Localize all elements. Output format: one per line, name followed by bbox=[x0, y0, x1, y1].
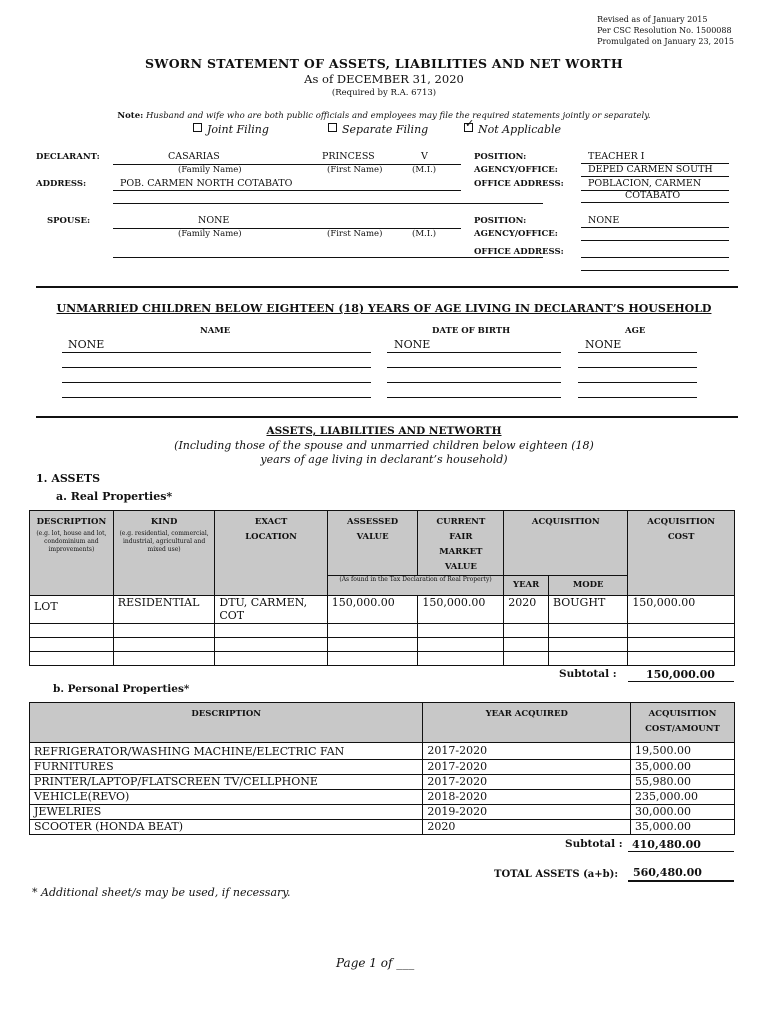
rp-header-assessed: ASSESSED VALUE bbox=[327, 511, 418, 576]
rp-header-location: EXACT LOCATION bbox=[215, 511, 327, 596]
children-col-age: AGE bbox=[625, 326, 646, 336]
table-row bbox=[30, 760, 735, 775]
separate-filing-option[interactable]: Separate Filing bbox=[328, 123, 428, 136]
child-age: NONE bbox=[585, 338, 622, 351]
declarant-agency: DEPED CARMEN SOUTH bbox=[588, 164, 713, 175]
table-row bbox=[30, 652, 735, 666]
child-line bbox=[578, 382, 697, 383]
real-properties-label: a. Real Properties* bbox=[56, 490, 173, 503]
as-of-date: As of DECEMBER 31, 2020 bbox=[304, 72, 464, 86]
spouse-position-label: POSITION: bbox=[474, 216, 527, 226]
table-row bbox=[30, 743, 735, 760]
total-assets-label: TOTAL ASSETS (a+b): bbox=[494, 869, 619, 880]
rp-header-year: YEAR bbox=[504, 576, 549, 596]
rp-header-acquisition: ACQUISITION bbox=[504, 511, 628, 576]
child-line bbox=[62, 397, 371, 398]
rp-cell-mode: BOUGHT bbox=[548, 596, 627, 624]
pp-cell-description: PRINTER/LAPTOP/FLATSCREEN TV/CELLPHONE bbox=[30, 775, 423, 790]
not-applicable-checkbox[interactable] bbox=[464, 123, 473, 132]
spouse-office-address-label: OFFICE ADDRESS: bbox=[474, 247, 564, 257]
promulgated-date: Promulgated on January 23, 2015 bbox=[597, 37, 734, 46]
spouse-office-line-1 bbox=[581, 257, 729, 258]
rp-header-market: CURRENT FAIR MARKET VALUE bbox=[418, 511, 504, 576]
child-line bbox=[578, 367, 697, 368]
pp-cell-year: 2017-2020 bbox=[423, 743, 631, 760]
declarant-label: DECLARANT: bbox=[36, 152, 100, 162]
office-address-label: OFFICE ADDRESS: bbox=[474, 179, 564, 189]
pp-cell-cost: 235,000.00 bbox=[630, 790, 734, 805]
pp-cell-description: SCOOTER (HONDA BEAT) bbox=[30, 820, 423, 835]
total-assets-line bbox=[628, 880, 734, 882]
pp-cell-cost: 30,000.00 bbox=[630, 805, 734, 820]
spouse-name-line bbox=[113, 228, 461, 229]
spouse-agency-line bbox=[581, 240, 729, 241]
children-col-name: NAME bbox=[200, 326, 231, 336]
not-applicable-option[interactable]: ✓ Not Applicable bbox=[464, 123, 561, 136]
spouse-family-name: NONE bbox=[198, 215, 230, 226]
pp-cell-cost: 35,000.00 bbox=[630, 760, 734, 775]
table-row bbox=[30, 596, 735, 624]
assets-subheading-2: years of age living in declarant’s household) bbox=[260, 453, 508, 466]
declarant-first-name: PRINCESS bbox=[322, 151, 375, 162]
rp-header-description: DESCRIPTION (e.g. lot, house and lot, condominium and improvements) bbox=[30, 511, 114, 596]
joint-filing-checkbox[interactable] bbox=[193, 123, 202, 132]
spouse-mi-caption: (M.I.) bbox=[412, 229, 437, 239]
table-row bbox=[30, 805, 735, 820]
child-line bbox=[387, 352, 561, 353]
position-label: POSITION: bbox=[474, 152, 527, 162]
rp-header-kind: KIND (e.g. residential, commercial, industrial, agricultural and mixed use) bbox=[113, 511, 215, 596]
declarant-mi: V bbox=[421, 151, 428, 162]
spouse-label: SPOUSE: bbox=[47, 216, 91, 226]
rp-header-tax-note: (As found in the Tax Declaration of Real Property) bbox=[327, 576, 504, 596]
personal-properties-label: b. Personal Properties* bbox=[53, 683, 190, 695]
table-row bbox=[30, 624, 735, 638]
section-divider-1 bbox=[36, 286, 738, 288]
pp-cell-year: 2018-2020 bbox=[423, 790, 631, 805]
revised-date: Revised as of January 2015 bbox=[597, 15, 708, 24]
pp-header-description: DESCRIPTION bbox=[30, 703, 423, 743]
pp-cell-year: 2017-2020 bbox=[423, 775, 631, 790]
rp-header-cost: ACQUISITION COST bbox=[628, 511, 735, 596]
declarant-family-name: CASARIAS bbox=[168, 151, 220, 162]
children-col-dob: DATE OF BIRTH bbox=[432, 326, 511, 336]
pp-cell-year: 2020 bbox=[423, 820, 631, 835]
rp-cell-year: 2020 bbox=[504, 596, 549, 624]
table-row bbox=[30, 638, 735, 652]
rp-header-mode: MODE bbox=[548, 576, 627, 596]
csc-resolution: Per CSC Resolution No. 1500088 bbox=[597, 26, 732, 35]
rp-cell-location: DTU, CARMEN, COT bbox=[215, 596, 327, 624]
child-line bbox=[62, 352, 371, 353]
pp-cell-year: 2019-2020 bbox=[423, 805, 631, 820]
pp-cell-year: 2017-2020 bbox=[423, 760, 631, 775]
real-properties-table bbox=[29, 510, 735, 666]
child-line bbox=[578, 352, 697, 353]
footnote: * Additional sheet/s may be used, if necessary. bbox=[32, 886, 291, 899]
spouse-office-line-2 bbox=[581, 270, 729, 271]
declarant-position: TEACHER I bbox=[588, 151, 645, 162]
mi-caption: (M.I.) bbox=[412, 165, 437, 175]
agency-line bbox=[581, 176, 729, 177]
note-text: Husband and wife who are both public officials and employees may file the required statements jointly or separately. bbox=[145, 111, 651, 121]
rp-cell-assessed: 150,000.00 bbox=[327, 596, 418, 624]
family-name-caption: (Family Name) bbox=[178, 165, 242, 175]
pp-cell-description: REFRIGERATOR/WASHING MACHINE/ELECTRIC FAN bbox=[30, 743, 423, 760]
joint-filing-option[interactable]: Joint Filing bbox=[193, 123, 269, 136]
pp-header-year: YEAR ACQUIRED bbox=[423, 703, 631, 743]
pp-cell-description: VEHICLE(REVO) bbox=[30, 790, 423, 805]
office-address-line-2 bbox=[581, 202, 729, 203]
office-address-2: COTABATO bbox=[625, 190, 681, 201]
pp-cell-description: FURNITURES bbox=[30, 760, 423, 775]
child-line bbox=[62, 382, 371, 383]
pp-cell-description: JEWELRIES bbox=[30, 805, 423, 820]
child-line bbox=[578, 397, 697, 398]
children-heading: UNMARRIED CHILDREN BELOW EIGHTEEN (18) YEARS OF AGE LIVING IN DECLARANT’S HOUSEHOLD bbox=[56, 302, 712, 315]
total-assets-value: 560,480.00 bbox=[633, 866, 702, 879]
separate-filing-checkbox[interactable] bbox=[328, 123, 337, 132]
page-number: Page 1 of ___ bbox=[336, 956, 415, 970]
spouse-agency-label: AGENCY/OFFICE: bbox=[474, 229, 558, 239]
agency-label: AGENCY/OFFICE: bbox=[474, 165, 558, 175]
address-line-2 bbox=[113, 203, 543, 204]
spouse-position-line bbox=[581, 227, 729, 228]
pp-subtotal-line bbox=[628, 851, 734, 852]
office-address-1: POBLACION, CARMEN bbox=[588, 178, 702, 189]
table-row bbox=[30, 790, 735, 805]
required-by: (Required by R.A. 6713) bbox=[331, 88, 437, 98]
revision-info bbox=[597, 14, 734, 47]
pp-subtotal-label: Subtotal : bbox=[565, 838, 623, 850]
child-line bbox=[62, 367, 371, 368]
pp-cell-cost: 19,500.00 bbox=[630, 743, 734, 760]
rp-cell-description: LOT bbox=[30, 596, 114, 624]
assets-heading: ASSETS, LIABILITIES AND NETWORTH bbox=[266, 425, 502, 437]
declarant-address: POB. CARMEN NORTH COTABATO bbox=[120, 178, 293, 189]
rp-cell-kind: RESIDENTIAL bbox=[113, 596, 215, 624]
address-line-1 bbox=[113, 190, 461, 191]
spouse-address-line bbox=[113, 257, 543, 258]
rp-subtotal-line bbox=[628, 681, 734, 682]
child-line bbox=[387, 367, 561, 368]
table-row bbox=[30, 775, 735, 790]
rp-subtotal-label: Subtotal : bbox=[559, 668, 617, 680]
first-name-caption: (First Name) bbox=[327, 165, 383, 175]
rp-cell-market: 150,000.00 bbox=[418, 596, 504, 624]
child-line bbox=[387, 382, 561, 383]
assets-subheading-1: (Including those of the spouse and unmarried children below eighteen (18) bbox=[174, 439, 594, 452]
declarant-name-line bbox=[113, 164, 461, 165]
pp-cell-cost: 55,980.00 bbox=[630, 775, 734, 790]
pp-subtotal-value: 410,480.00 bbox=[632, 838, 701, 851]
child-dob: NONE bbox=[394, 338, 431, 351]
assets-label: 1. ASSETS bbox=[36, 472, 101, 485]
note-label: Note: bbox=[117, 111, 144, 121]
spouse-family-caption: (Family Name) bbox=[178, 229, 242, 239]
section-divider-2 bbox=[36, 416, 738, 418]
rp-subtotal-value: 150,000.00 bbox=[646, 668, 715, 681]
child-name: NONE bbox=[68, 338, 105, 351]
filing-note bbox=[0, 111, 768, 121]
pp-header-cost: ACQUISITION COST/AMOUNT bbox=[630, 703, 734, 743]
personal-properties-table bbox=[29, 702, 735, 835]
child-line bbox=[387, 397, 561, 398]
document-title: SWORN STATEMENT OF ASSETS, LIABILITIES AND NET WORTH bbox=[145, 56, 623, 71]
rp-cell-cost: 150,000.00 bbox=[628, 596, 735, 624]
table-row bbox=[30, 820, 735, 835]
address-label: ADDRESS: bbox=[36, 179, 87, 189]
pp-cell-cost: 35,000.00 bbox=[630, 820, 734, 835]
spouse-position: NONE bbox=[588, 215, 620, 226]
spouse-first-caption: (First Name) bbox=[327, 229, 383, 239]
